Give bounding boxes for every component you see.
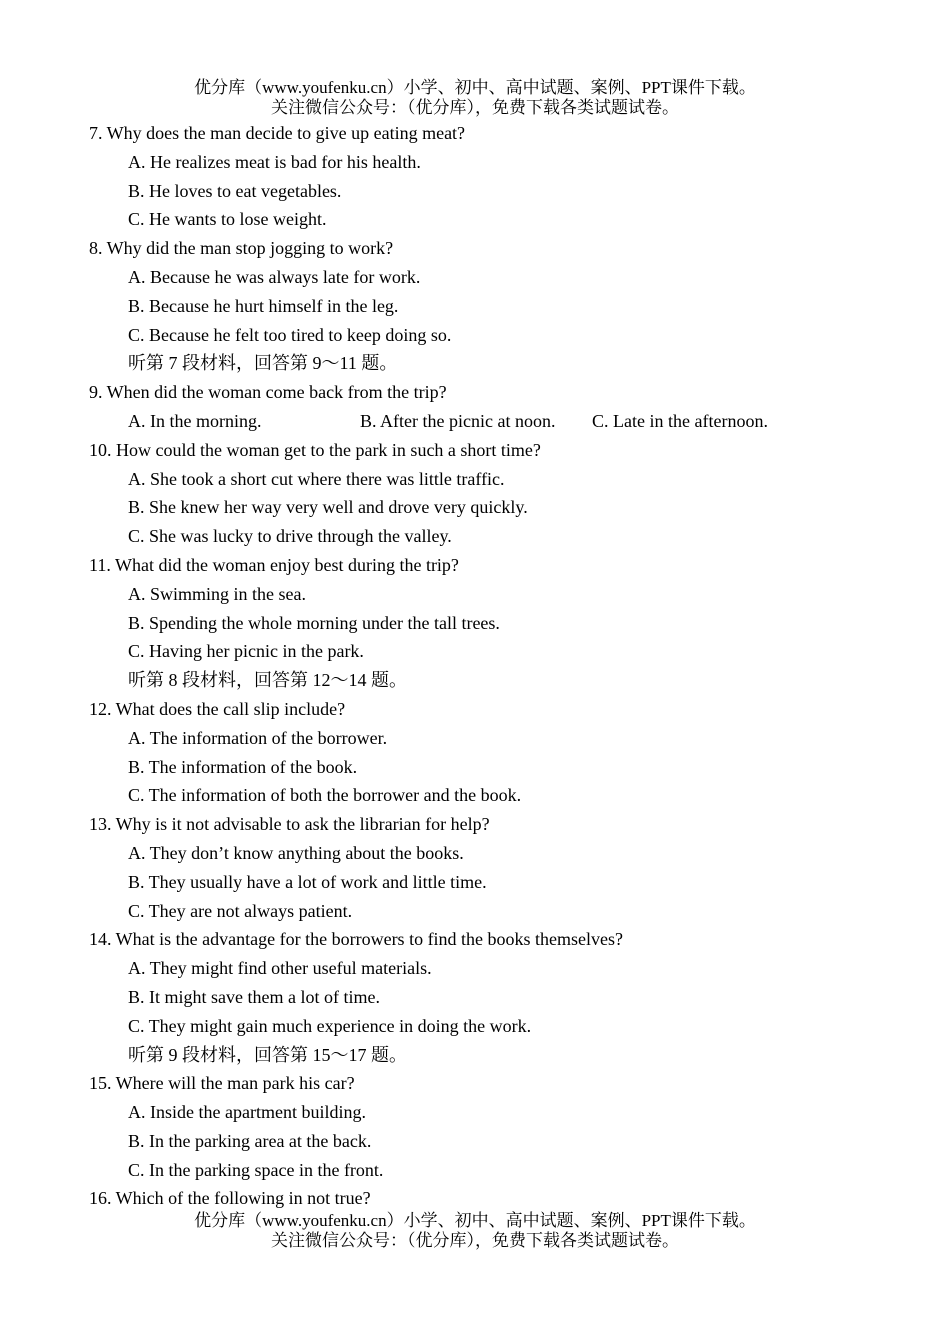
q15-option-a: A. Inside the apartment building. bbox=[128, 1102, 366, 1123]
q9-option-a: A. In the morning. bbox=[128, 410, 262, 431]
footer-line-1: 优分库（www.youfenku.cn）小学、初中、高中试题、案例、PPT课件下载。 bbox=[194, 1211, 756, 1230]
q7-option-c: C. He wants to lose weight. bbox=[128, 209, 327, 230]
header-line-2: 关注微信公众号：（优分库），免费下载各类试题试卷。 bbox=[271, 98, 679, 117]
q9-options-row bbox=[89, 407, 919, 436]
page-header bbox=[0, 78, 950, 118]
q11-option-c: C. Having her picnic in the park. bbox=[128, 641, 364, 662]
section-instruction-9: 听第 9 段材料，回答第 15～17 题。 bbox=[128, 1044, 407, 1065]
q12-option-b: B. The information of the book. bbox=[128, 756, 358, 777]
q7-option-a: A. He realizes meat is bad for his health. bbox=[128, 151, 421, 172]
q10-option-c: C. She was lucky to drive through the valley. bbox=[128, 526, 452, 547]
header-line-1: 优分库（www.youfenku.cn）小学、初中、高中试题、案例、PPT课件下载。 bbox=[194, 78, 756, 97]
q8-option-c: C. Because he felt too tired to keep doing so. bbox=[128, 324, 452, 345]
q13-option-c: C. They are not always patient. bbox=[128, 900, 353, 921]
section-instruction-7: 听第 7 段材料，回答第 9～11 题。 bbox=[128, 353, 398, 374]
question-11: 11. What did the woman enjoy best during the trip? bbox=[89, 554, 459, 575]
q10-option-b: B. She knew her way very well and drove very quickly. bbox=[128, 497, 528, 518]
q12-option-c: C. The information of both the borrower and the book. bbox=[128, 785, 522, 806]
section-instruction-8: 听第 8 段材料，回答第 12～14 题。 bbox=[128, 670, 407, 691]
q11-option-b: B. Spending the whole morning under the tall trees. bbox=[128, 612, 500, 633]
q8-option-a: A. Because he was always late for work. bbox=[128, 266, 421, 287]
q9-option-b: B. After the picnic at noon. bbox=[360, 410, 556, 431]
question-12: 12. What does the call slip include? bbox=[89, 698, 346, 719]
q12-option-a: A. The information of the borrower. bbox=[128, 727, 388, 748]
page-footer bbox=[0, 1211, 950, 1251]
q14-option-b: B. It might save them a lot of time. bbox=[128, 986, 380, 1007]
question-14: 14. What is the advantage for the borrowers to find the books themselves? bbox=[89, 929, 624, 950]
exam-content bbox=[89, 119, 919, 1213]
q13-option-a: A. They don’t know anything about the books. bbox=[128, 842, 464, 863]
question-15: 15. Where will the man park his car? bbox=[89, 1073, 355, 1094]
question-7: 7. Why does the man decide to give up eating meat? bbox=[89, 123, 466, 143]
question-10: 10. How could the woman get to the park in such a short time? bbox=[89, 439, 541, 460]
q13-option-b: B. They usually have a lot of work and little time. bbox=[128, 871, 487, 892]
question-9: 9. When did the woman come back from the trip? bbox=[89, 382, 447, 403]
question-13: 13. Why is it not advisable to ask the librarian for help? bbox=[89, 814, 490, 835]
question-16: 16. Which of the following in not true? bbox=[89, 1188, 371, 1209]
q9-option-c: C. Late in the afternoon. bbox=[592, 410, 768, 431]
q7-option-b: B. He loves to eat vegetables. bbox=[128, 180, 342, 201]
q15-option-c: C. In the parking space in the front. bbox=[128, 1159, 384, 1180]
q11-option-a: A. Swimming in the sea. bbox=[128, 583, 306, 604]
q15-option-b: B. In the parking area at the back. bbox=[128, 1130, 372, 1151]
question-8: 8. Why did the man stop jogging to work? bbox=[89, 238, 394, 259]
q14-option-a: A. They might find other useful materials. bbox=[128, 958, 432, 979]
q14-option-c: C. They might gain much experience in doing the work. bbox=[128, 1015, 532, 1036]
footer-line-2: 关注微信公众号：（优分库），免费下载各类试题试卷。 bbox=[271, 1231, 679, 1250]
q10-option-a: A. She took a short cut where there was little traffic. bbox=[128, 468, 505, 489]
q8-option-b: B. Because he hurt himself in the leg. bbox=[128, 295, 399, 316]
